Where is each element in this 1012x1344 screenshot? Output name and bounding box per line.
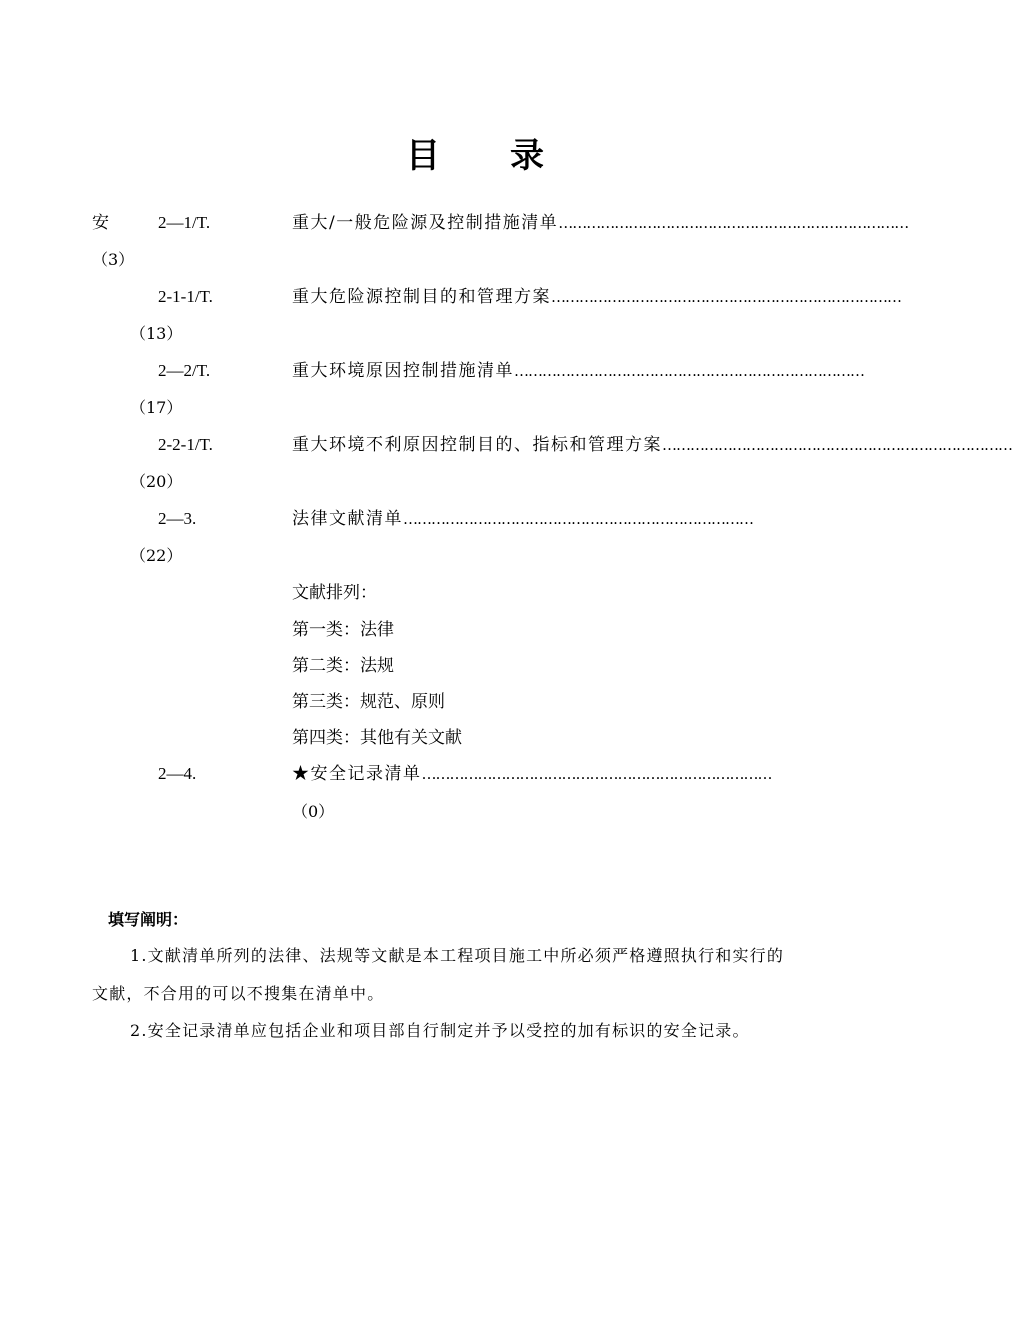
toc-entry[interactable]	[292, 508, 858, 530]
entry-page-number: （13）	[130, 324, 183, 343]
entry-code: 2-1-1/T.	[158, 287, 213, 306]
entry-leader-dots: …………………………………………………………………	[403, 510, 753, 528]
entry-label: 法律文献清单	[292, 509, 403, 529]
entry-code: 2-2-1/T.	[158, 435, 213, 454]
entry-page-number: （20）	[130, 472, 183, 491]
entry-leader-dots: …………………………………………………………………	[662, 436, 1012, 454]
notes-title: 填写阐明：	[108, 910, 189, 929]
title-char-2: 录	[510, 136, 544, 176]
entry-label: 重大/一般危险源及控制措施清单	[292, 213, 559, 233]
classification-item: 第四类：其他有关文献	[292, 728, 462, 748]
toc-entry[interactable]	[292, 763, 858, 785]
note-line: 2.安全记录清单应包括企业和项目部自行制定并予以受控的加有标识的安全记录。	[130, 1021, 750, 1040]
entry-code: 2—2/T.	[158, 361, 211, 380]
entry-label: ★安全记录清单	[292, 764, 422, 784]
entry-label: 重大环境原因控制措施清单	[292, 361, 514, 381]
classification-item: 第三类：规范、原则	[292, 692, 445, 712]
toc-entry[interactable]	[292, 212, 909, 234]
entry-label: 重大环境不利原因控制目的、指标和管理方案	[292, 435, 662, 455]
toc-entry[interactable]	[292, 286, 901, 308]
page-title	[0, 128, 950, 177]
classification-item: 第二类：法规	[292, 656, 394, 676]
entry-leader-dots: …………………………………………………………………	[551, 288, 901, 306]
toc-entry[interactable]	[292, 360, 864, 382]
title-char-1: 目	[406, 136, 440, 176]
entry-code: 2—4.	[158, 764, 197, 783]
entry-leader-dots: …………………………………………………………………	[558, 214, 909, 232]
entry-code: 2—3.	[158, 509, 197, 528]
entry-page-number: （17）	[130, 398, 183, 417]
entry-label: 重大危险源控制目的和管理方案	[292, 287, 551, 307]
classification-heading: 文献排列：	[292, 583, 377, 603]
note-line: 文献，不合用的可以不搜集在清单中。	[92, 984, 385, 1003]
entry-page-number: （22）	[130, 546, 183, 565]
entry-page-number: （3）	[92, 250, 135, 269]
entry-prefix: 安	[92, 213, 109, 233]
entry-leader-dots: …………………………………………………………………	[514, 362, 864, 380]
entry-page-number: （0）	[292, 802, 335, 821]
entry-leader-dots: …………………………………………………………………	[421, 765, 772, 783]
entry-code: 2—1/T.	[158, 213, 211, 232]
classification-item: 第一类：法律	[292, 620, 394, 640]
toc-entry[interactable]	[292, 434, 1012, 456]
note-line: 1.文献清单所列的法律、法规等文献是本工程项目施工中所必须严格遵照执行和实行的	[130, 946, 785, 965]
